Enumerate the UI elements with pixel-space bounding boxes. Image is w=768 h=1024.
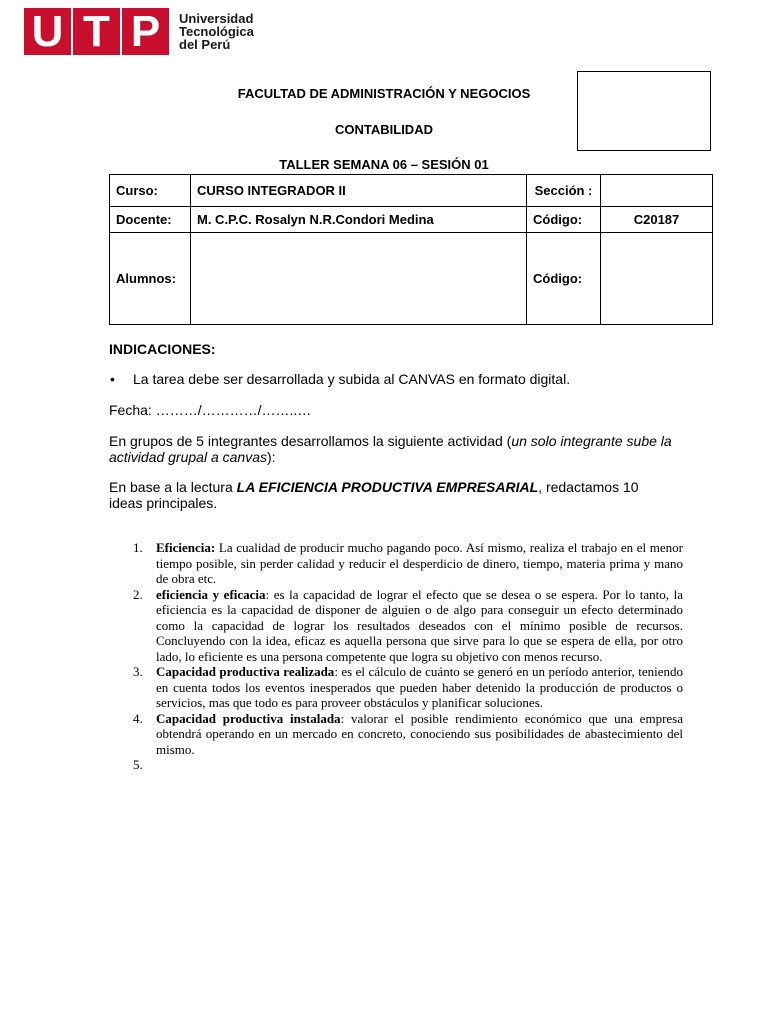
utp-logo: [24, 6, 254, 56]
logo-letter-p: P: [122, 8, 169, 55]
logo-letter-u: U: [24, 8, 71, 55]
docente-value: M. C.P.C. Rosalyn N.R.Condori Medina: [191, 207, 527, 233]
logo-university-name: Universidad Tecnológica del Perú: [179, 11, 254, 52]
ideas-list: [115, 540, 683, 773]
idea-item: 2. eficiencia y eficacia: es la capacidad de lograr el efecto que se desea o se espera. Por lo tanto, la eficiencia es la capacidad de disponer de alguien o de algo para conseguir un efecto determinado como la capacidad de lograr los resultados deseados con el mínimo posible de recursos. Concluyendo con la idea, eficaz es aquella persona que sirve para lo que se espera de ella, por otro lado, lo eficiente es una persona competente que logra su objetivo con menos recurso.: [133, 586, 683, 664]
seccion-value: [601, 175, 713, 207]
idea-item: 5.: [133, 757, 143, 772]
faculty-title: FACULTAD DE ADMINISTRACIÓN Y NEGOCIOS: [237, 86, 531, 101]
group-paragraph: En grupos de 5 integrantes desarrollamos la siguiente actividad (un solo integrante sube la actividad grupal a canvas):: [109, 433, 672, 465]
codigo-label: Código:: [527, 207, 601, 233]
indicaciones-bullet: La tarea debe ser desarrollada y subida al CANVAS en formato digital.: [133, 371, 571, 387]
indicaciones-heading: INDICACIONES:: [109, 341, 216, 357]
reading-paragraph: En base a la lectura LA EFICIENCIA PRODUCTIVA EMPRESARIAL, redactamos 10 ideas principales.: [109, 479, 639, 511]
codigo2-label: Código:: [527, 233, 601, 325]
subject-title: CONTABILIDAD: [335, 122, 433, 137]
alumnos-label: Alumnos:: [110, 233, 191, 325]
codigo2-value: [601, 233, 713, 325]
idea-item: 4. Capacidad productiva instalada: valorar el posible rendimiento económico que una empresa obtendrá operando en un mercado en concreto, conociendo sus posibilidades de abastecimiento del mismo.: [133, 710, 683, 757]
logo-letter-t: T: [73, 8, 120, 55]
idea-item: 3. Capacidad productiva realizada: es el cálculo de cuánto se generó en un período anterior, teniendo en cuenta todos los eventos inesperados que pueden haber detenido la producción de productos o servicios, mas que todo es para proveer obstáculos y planificar soluciones.: [133, 664, 683, 710]
codigo-value: C20187: [601, 207, 713, 233]
bullet-icon: •: [110, 371, 115, 387]
grade-box: [577, 71, 711, 151]
info-table: [109, 174, 713, 325]
seccion-label: Sección :: [527, 175, 601, 207]
curso-value: CURSO INTEGRADOR II: [191, 175, 527, 207]
workshop-title: TALLER SEMANA 06 – SESIÓN 01: [279, 157, 489, 172]
idea-item: 1. Eficiencia: La cualidad de producir mucho pagando poco. Así mismo, realiza el trabajo en el menor tiempo posible, sin perder calidad y reducir el desperdicio de dinero, tiempo, materia prima y mano de obra etc.: [133, 540, 683, 586]
alumnos-value: [191, 233, 527, 325]
curso-label: Curso:: [110, 175, 191, 207]
fecha-line: Fecha: ………/…………/……..…: [109, 402, 312, 418]
docente-label: Docente:: [110, 207, 191, 233]
